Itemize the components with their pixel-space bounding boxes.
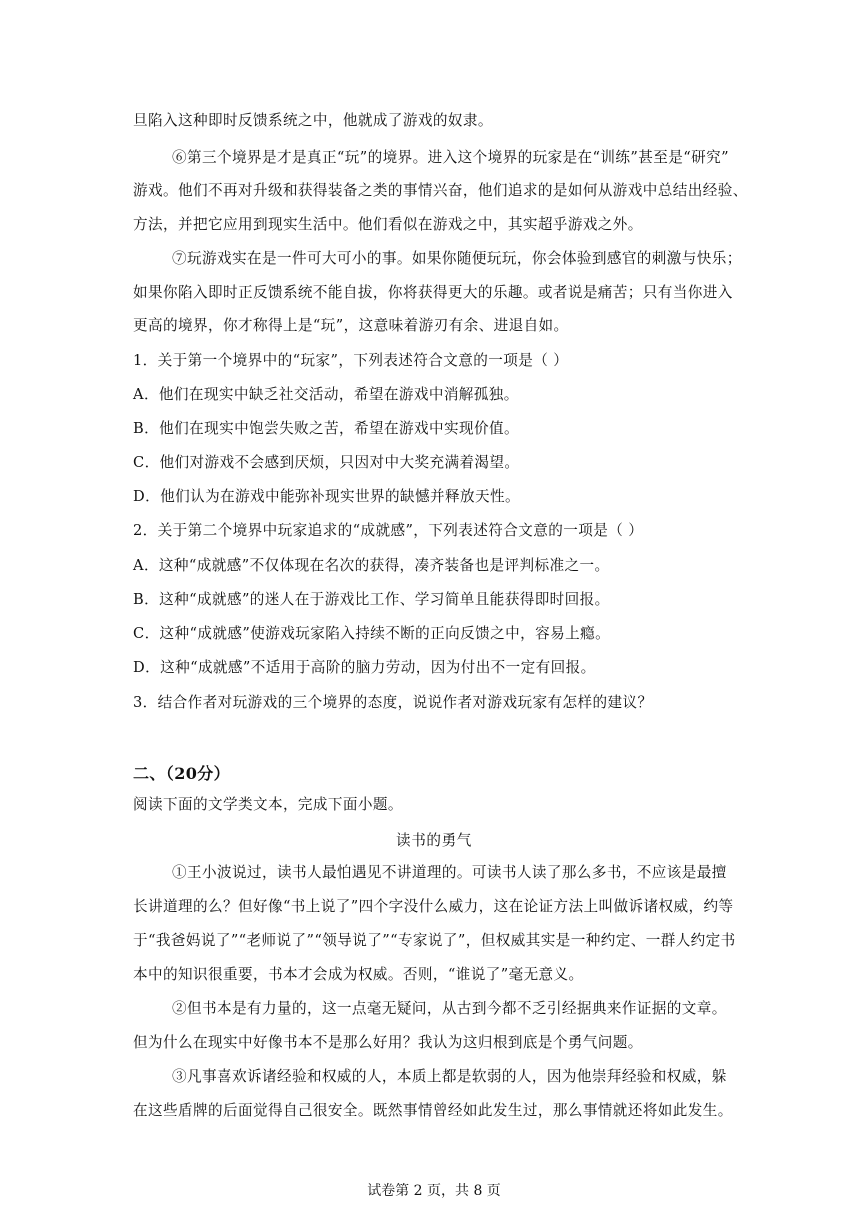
question-2-stem: 2．关于第二个境界中玩家追求的“成就感”，下列表述符合文意的一项是（ ）	[133, 522, 644, 539]
article-line: 但为什么在现实中好像书本不是那么好用？我认为这归根到底是个勇气问题。	[133, 1034, 643, 1051]
question-1-stem: 1．关于第一个境界中的“玩家”，下列表述符合文意的一项是（ ）	[133, 352, 569, 369]
passage-line: 游戏。他们不再对升级和获得装备之类的事情兴奋，他们追求的是如何从游戏中总结出经验、	[133, 182, 748, 199]
section-2-instruction: 阅读下面的文学类文本，完成下面小题。	[133, 796, 403, 813]
article-title: 读书的勇气	[396, 832, 472, 849]
article-line: 长讲道理的么？但好像“书上说了”四个字没什么威力，这在论证方法上叫做诉诸权威，约等	[133, 898, 734, 915]
question-1-option-a: A．他们在现实中缺乏社交活动，希望在游戏中消解孤独。	[133, 386, 519, 403]
question-1-option-d: D．他们认为在游戏中能弥补现实世界的缺憾并释放天性。	[133, 488, 520, 505]
question-3-stem: 3．结合作者对玩游戏的三个境界的态度，说说作者对游戏玩家有怎样的建议？	[133, 694, 653, 711]
question-2-option-a: A．这种“成就感”不仅体现在名次的获得，凑齐装备也是评判标准之一。	[133, 557, 610, 574]
section-2-heading: 二、（20分）	[133, 764, 231, 783]
passage-line: 如果你陷入即时正反馈系统不能自拔，你将获得更大的乐趣。或者说是痛苦；只有当你进入	[133, 284, 733, 301]
question-1-option-b: B．他们在现实中饱尝失败之苦，希望在游戏中实现价值。	[133, 420, 519, 437]
question-2-option-d: D．这种“成就感”不适用于高阶的脑力劳动，因为付出不一定有回报。	[133, 659, 596, 676]
passage-paragraph-7: ⑦玩游戏实在是一件可大可小的事。如果你随便玩玩，你会体验到感官的刺激与快乐；	[172, 250, 742, 267]
article-paragraph-3: ③凡事喜欢诉诸经验和权威的人，本质上都是软弱的人，因为他崇拜经验和权威，躲	[172, 1068, 727, 1085]
question-1-option-c: C．他们对游戏不会感到厌烦，只因对中大奖充满着渴望。	[133, 454, 520, 471]
passage-paragraph-6: ⑥第三个境界是才是真正“玩”的境界。进入这个境界的玩家是在“训练”甚至是“研究”	[172, 149, 729, 166]
question-2-option-c: C．这种“成就感”使游戏玩家陷入持续不断的正向反馈之中，容易上瘾。	[133, 625, 611, 642]
article-line: 于“我爸妈说了”“老师说了”“领导说了”“专家说了”，但权威其实是一种约定、一群人约定书	[133, 932, 736, 949]
page-number: 试卷第 2 页，共 8 页	[367, 1183, 501, 1199]
article-line: 在这些盾牌的后面觉得自己很安全。既然事情曾经如此发生过，那么事情就还将如此发生。	[133, 1102, 733, 1119]
article-line: 本中的知识很重要，书本才会成为权威。否则，“谁说了”毫无意义。	[133, 966, 584, 983]
article-paragraph-2: ②但书本是有力量的，这一点毫无疑问，从古到今都不乏引经据典来作证据的文章。	[172, 1000, 727, 1017]
question-2-option-b: B．这种“成就感”的迷人在于游戏比工作、学习简单且能获得即时回报。	[133, 591, 610, 608]
article-paragraph-1: ①王小波说过，读书人最怕遇见不讲道理的。可读书人读了那么多书，不应该是最擅	[172, 864, 727, 881]
passage-line: 更高的境界，你才称得上是“玩”，这意味着游刃有余、进退自如。	[133, 317, 569, 334]
passage-line: 旦陷入这种即时反馈系统之中，他就成了游戏的奴隶。	[133, 112, 493, 129]
passage-line: 方法，并把它应用到现实生活中。他们看似在游戏之中，其实超乎游戏之外。	[133, 216, 643, 233]
